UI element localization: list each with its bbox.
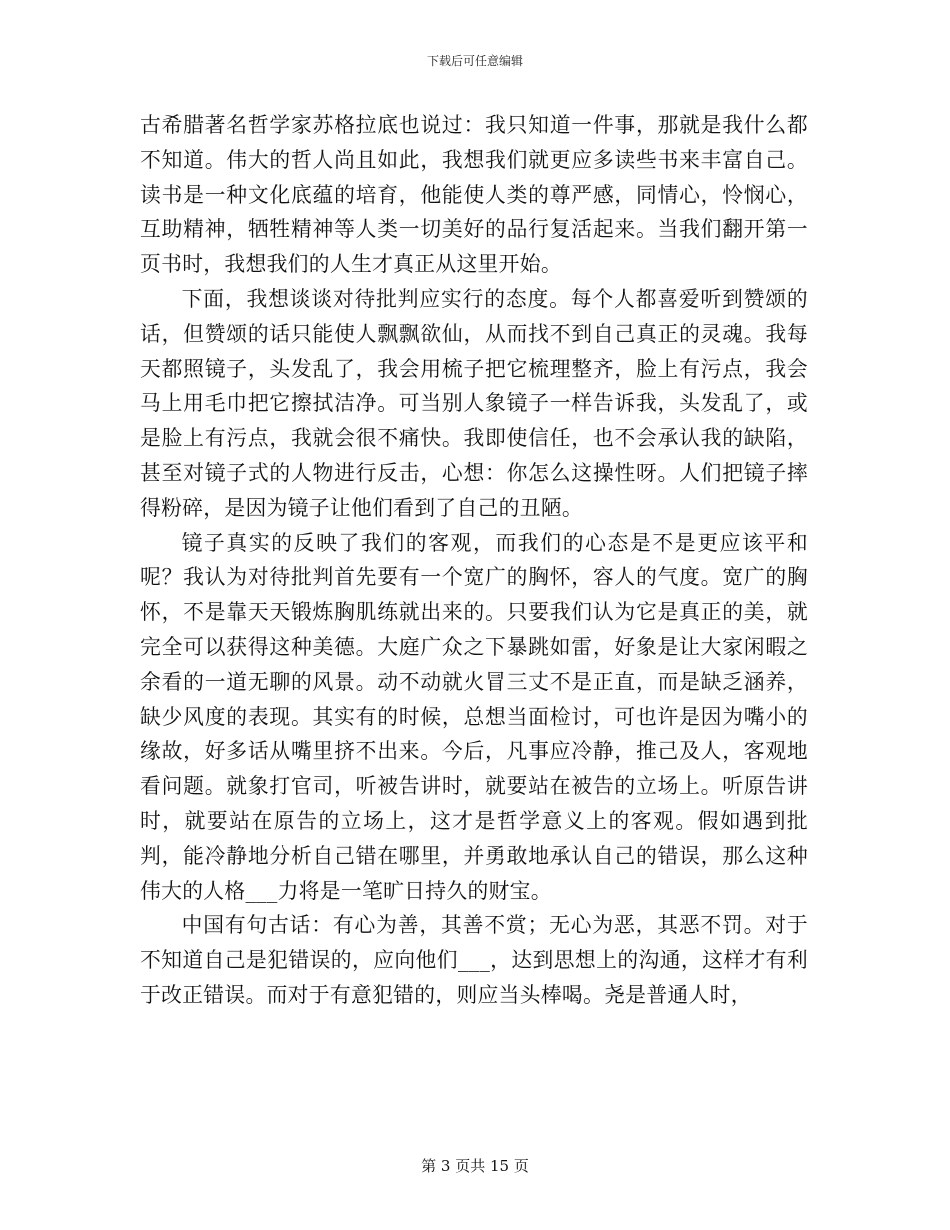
paragraph-4: 中国有句古话：有心为善，其善不赏；无心为恶，其恶不罚。对于不知道自己是犯错误的，应向他们___，达到思想上的沟通，这样才有利于改正错误。而对于有意犯错的，则应当头棒喝。尧是普通人时，: [140, 913, 808, 1007]
body-text: [140, 108, 808, 1013]
paragraph-2: 下面，我想谈谈对待批判应实行的态度。每个人都喜爱听到赞颂的话，但赞颂的话只能使人飘飘欲仙，从而找不到自己真正的灵魂。我每天都照镜子，头发乱了，我会用梳子把它梳理整齐，脸上有污点，我会马上用毛巾把它擦拭洁净。可当别人象镜子一样告诉我，头发乱了，或是脸上有污点，我就会很不痛快。我即使信任，也不会承认我的缺陷，甚至对镜子式的人物进行反击，心想：你怎么这操性呀。人们把镜子摔得粉碎，是因为镜子让他们看到了自己的丑陋。: [140, 286, 808, 520]
page-header: 下载后可任意编辑: [426, 54, 523, 68]
page-footer: 第 3 页共 15 页: [421, 1157, 529, 1175]
paragraph-1: 古希腊著名哲学家苏格拉底也说过：我只知道一件事，那就是我什么都不知道。伟大的哲人尚且如此，我想我们就更应多读些书来丰富自己。读书是一种文化底蕴的培育，他能使人类的尊严感，同情心，怜悯心，互助精神，牺牲精神等人类一切美好的品行复活起来。当我们翻开第一页书时，我想我们的人生才真正从这里开始。: [140, 113, 808, 277]
paragraph-3: 镜子真实的反映了我们的客观，而我们的心态是不是更应该平和呢？我认为对待批判首先要有一个宽广的胸怀，容人的气度。宽广的胸怀，不是靠天天锻炼胸肌练就出来的。只要我们认为它是真正的美，就完全可以获得这种美德。大庭广众之下暴跳如雷，好象是让大家闲暇之余看的一道无聊的风景。动不动就火冒三丈不是正直，而是缺乏涵养，缺少风度的表现。其实有的时候，总想当面检讨，可也许是因为嘴小的缘故，好多话从嘴里挤不出来。今后，凡事应冷静，推己及人，客观地看问题。就象打官司，听被告讲时，就要站在被告的立场上。听原告讲时，就要站在原告的立场上，这才是哲学意义上的客观。假如遇到批判，能冷静地分析自己错在哪里，并勇敢地承认自己的错误，那么这种伟大的人格___力将是一笔旷日持久的财宝。: [140, 530, 808, 903]
